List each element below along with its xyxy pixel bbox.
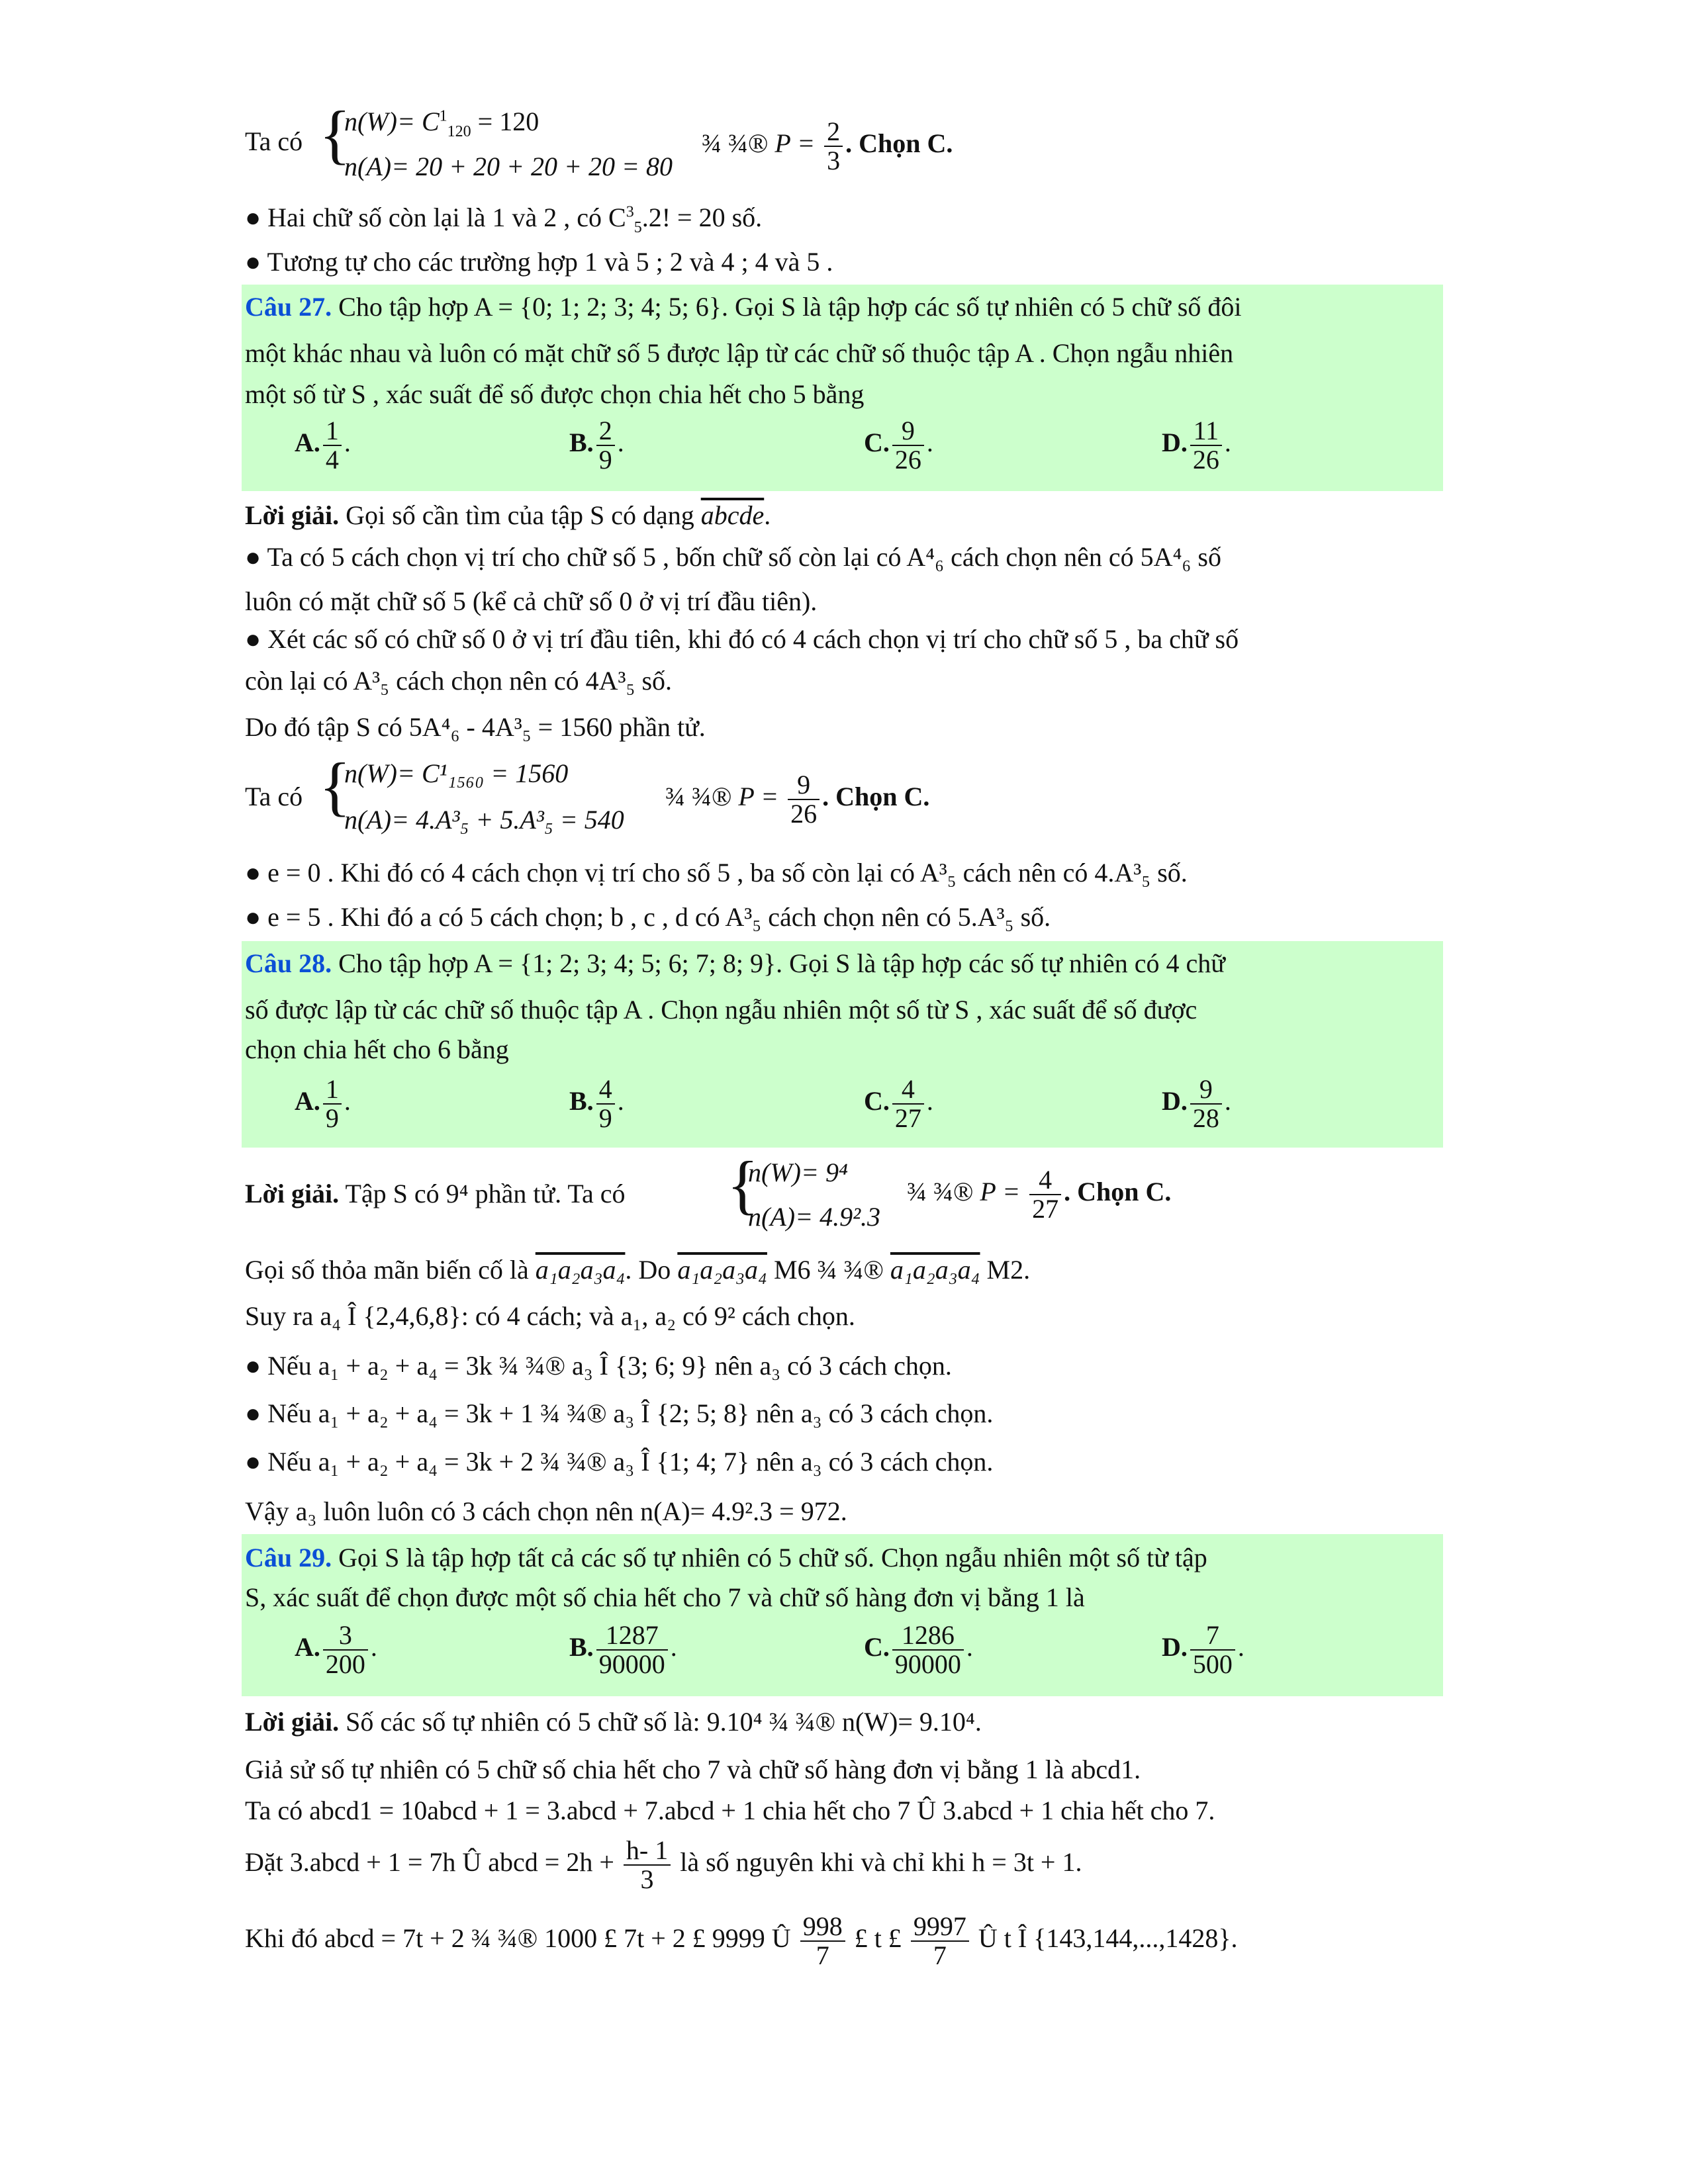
solution-line: Vậy a₃ luôn luôn có 3 cách chọn nên n(A)= 4.9².3 = 972. [245, 1496, 847, 1526]
answer-option[interactable]: A. $\frac{3}{200}$ . [295, 1620, 377, 1679]
system-brace: { [727, 1148, 759, 1221]
bullet-line: ● Tương tự cho các trường hợp 1 và 5 ; 2 và 4 ; 4 và 5 . [245, 247, 833, 277]
answer-option[interactable]: C. $\frac{4}{27}$ . [864, 1074, 933, 1133]
system-brace: { [319, 97, 351, 171]
question-label: Câu 29. [245, 1543, 332, 1572]
probability-result: ¾ ¾® P = $\frac{2}{3}$ . Chọn C. [702, 116, 953, 175]
fraction: $\frac{2}{3}$ [824, 118, 843, 175]
probability-result: ¾ ¾® P = $\frac{9}{26}$ . Chọn C. [665, 770, 930, 829]
question-text: Câu 27. Cho tập hợp A = {0; 1; 2; 3; 4; 5; 6}. Gọi S là tập hợp các số tự nhiên có 5 chữ số đôi [245, 292, 1242, 322]
question-text: S, xác suất để chọn được một số chia hết cho 7 và chữ số hàng đơn vị bằng 1 là [245, 1582, 1085, 1612]
ta-co-label: Ta có [245, 782, 303, 811]
answer-option[interactable]: B. $\frac{1287}{90000}$ . [569, 1620, 677, 1679]
system-line: n(A)= 4.9².3 [748, 1202, 881, 1232]
answer-option[interactable]: D. $\frac{7}{500}$ . [1162, 1620, 1244, 1679]
question-text: chọn chia hết cho 6 bằng [245, 1034, 509, 1064]
question-label: Câu 28. [245, 948, 332, 978]
system-line: n(A)= 4.A³₅ + 5.A³₅ = 540 [344, 805, 624, 835]
solution-line: ● Nếu a₁ + a₂ + a₄ = 3k ¾ ¾® a₃ Î {3; 6; 9} nên a₃ có 3 cách chọn. [245, 1351, 952, 1381]
solution-line: Lời giải. Tập S có 9⁴ phần tử. Ta có [245, 1179, 626, 1208]
bullet-line: ● Hai chữ số còn lại là 1 và 2 , có $C^3_5.2$! = 20 số. [245, 203, 763, 236]
question-text: Câu 29. Gọi S là tập hợp tất cả các số tự nhiên có 5 chữ số. Chọn ngẫu nhiên một số từ tập [245, 1543, 1207, 1572]
solution-line: Suy ra a₄ Î {2,4,6,8}: có 4 cách; và a₁, a₂ có 9² cách chọn. [245, 1301, 855, 1331]
solution-line: ● Ta có 5 cách chọn vị trí cho chữ số 5 , bốn chữ số còn lại có A⁴₆ cách chọn nên có 5A⁴₆ số [245, 542, 1221, 572]
solution-line: còn lại có A³₅ cách chọn nên có 4A³₅ số. [245, 666, 673, 696]
question-text: một khác nhau và luôn có mặt chữ số 5 được lập từ các chữ số thuộc tập A . Chọn ngẫu nhiên [245, 338, 1234, 368]
solution-line: ● Nếu a₁ + a₂ + a₄ = 3k + 2 ¾ ¾® a₃ Î {1; 4; 7} nên a₃ có 3 cách chọn. [245, 1447, 994, 1477]
solution-line: ● e = 0 . Khi đó có 4 cách chọn vị trí cho số 5 , ba số còn lại có A³₅ cách nên có 4.A³₅ số. [245, 858, 1188, 887]
solution-line: Do đó tập S có 5A⁴₆ - 4A³₅ = 1560 phần tử. [245, 712, 706, 742]
solution-line: Lời giải. Số các số tự nhiên có 5 chữ số là: 9.10⁴ ¾ ¾® n(W)= 9.10⁴. [245, 1707, 982, 1737]
question-text: Câu 28. Cho tập hợp A = {1; 2; 3; 4; 5; 6; 7; 8; 9}. Gọi S là tập hợp các số tự nhiên có 4 chữ [245, 948, 1225, 978]
answer-option[interactable]: C. $\frac{1286}{90000}$ . [864, 1620, 973, 1679]
system-line: n(A)= 20 + 20 + 20 + 20 = 80 [344, 152, 673, 181]
question-text: một số từ S , xác suất để số được chọn chia hết cho 5 bằng [245, 379, 865, 409]
system-line: n(W)= 9⁴ [748, 1158, 848, 1187]
solution-line: Đặt 3.abcd + 1 = 7h Û abcd = 2h + $\frac{h- 1}{3}$ là số nguyên khi và chỉ khi h = 3t + 1. [245, 1835, 1082, 1894]
system-line: n(W)= C¹₁₅₆₀ = 1560 [344, 758, 569, 788]
solution-line: ● Nếu a₁ + a₂ + a₄ = 3k + 1 ¾ ¾® a₃ Î {2; 5; 8} nên a₃ có 3 cách chọn. [245, 1398, 994, 1428]
answer-option[interactable]: C. $\frac{9}{26}$ . [864, 416, 933, 475]
probability-result: ¾ ¾® P = $\frac{4}{27}$ . Chọn C. [907, 1165, 1172, 1224]
solution-line: Khi đó abcd = 7t + 2 ¾ ¾® 1000 £ 7t + 2 £ 9999 Û $\frac{998}{7}$ £ t £ $\frac{9997}{7}$ Û t Î {143,144,...,1428}. [245, 1911, 1238, 1970]
solution-line: Ta có abcd1 = 10abcd + 1 = 3.abcd + 7.abcd + 1 chia hết cho 7 Û 3.abcd + 1 chia hết cho 7. [245, 1796, 1215, 1825]
solution-line: ● e = 5 . Khi đó a có 5 cách chọn; b , c , d có A³₅ cách chọn nên có 5.A³₅ số. [245, 902, 1051, 932]
solution-line: Gọi số thỏa mãn biến cố là a₁a₂a₃a₄. Do a₁a₂a₃a₄ M6 ¾ ¾® a₁a₂a₃a₄ M2. [245, 1255, 1031, 1285]
ta-co-label: Ta có [245, 126, 303, 156]
answer-option[interactable]: A. $\frac{1}{9}$ . [295, 1074, 351, 1133]
solution-line: Lời giải. Gọi số cần tìm của tập S có dạng abcde. [245, 500, 771, 530]
question-label: Câu 27. [245, 292, 332, 322]
answer-option[interactable]: A. $\frac{1}{4}$ . [295, 416, 351, 475]
question-text: số được lập từ các chữ số thuộc tập A . Chọn ngẫu nhiên một số từ S , xác suất để số được [245, 995, 1197, 1024]
system-line: $n(W)= C^1_{120} = 120$ [344, 107, 539, 140]
solution-line: Giả sử số tự nhiên có 5 chữ số chia hết cho 7 và chữ số hàng đơn vị bằng 1 là abcd1. [245, 1754, 1141, 1784]
answer-option[interactable]: B. $\frac{2}{9}$ . [569, 416, 624, 475]
answer-option[interactable]: D. $\frac{11}{26}$ . [1162, 416, 1231, 475]
solution-line: luôn có mặt chữ số 5 (kể cả chữ số 0 ở vị trí đầu tiên). [245, 586, 818, 616]
system-brace: { [319, 749, 351, 823]
solution-line: ● Xét các số có chữ số 0 ở vị trí đầu tiên, khi đó có 4 cách chọn vị trí cho chữ số 5 , ba chữ số [245, 624, 1239, 654]
answer-option[interactable]: D. $\frac{9}{28}$ . [1162, 1074, 1231, 1133]
answer-option[interactable]: B. $\frac{4}{9}$ . [569, 1074, 624, 1133]
